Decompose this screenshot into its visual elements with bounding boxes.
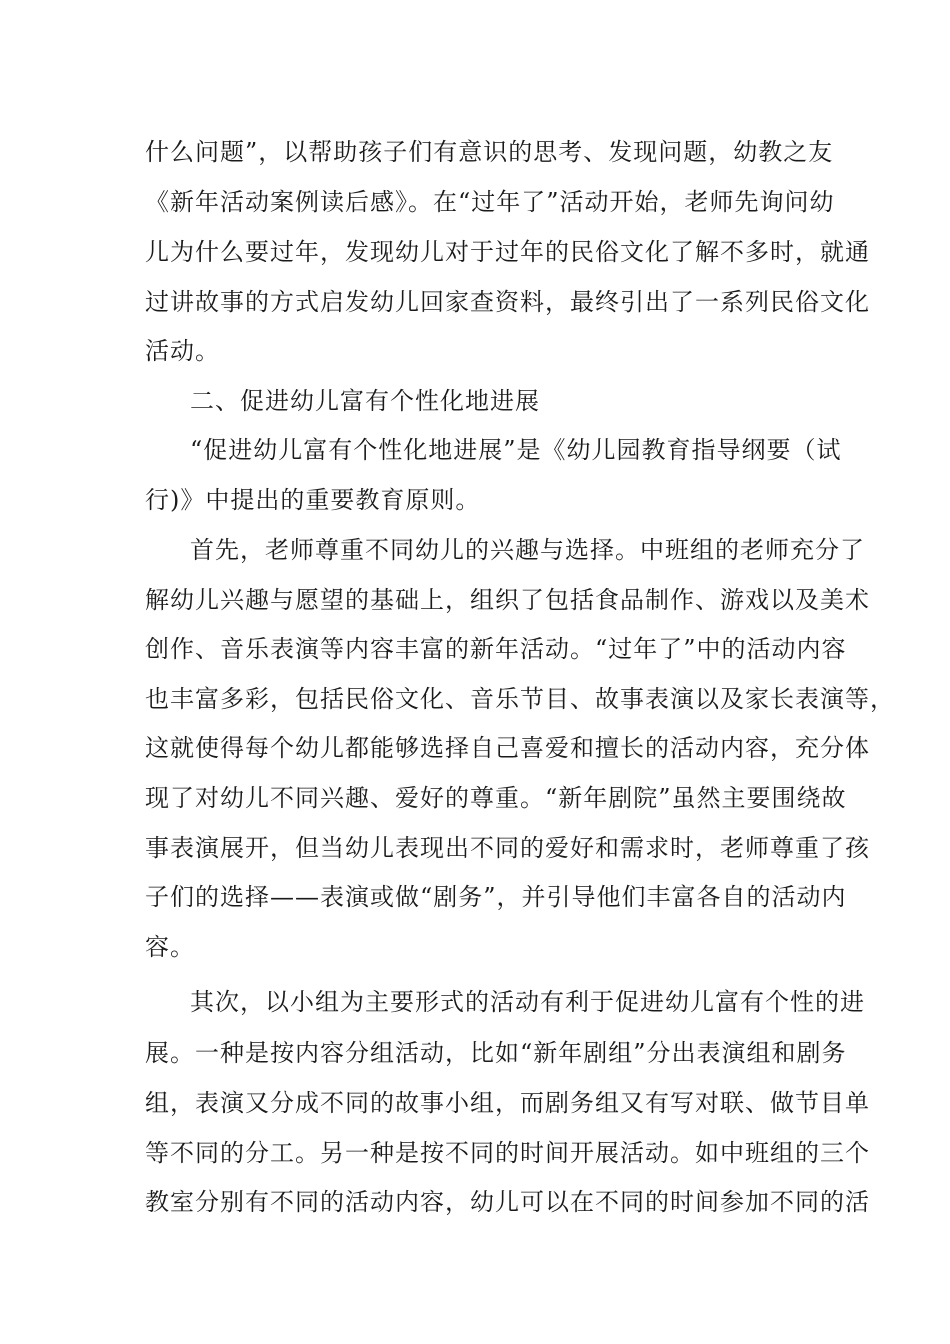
text-line: 组，表演又分成不同的故事小组，而剧务组又有写对联、做节目单 (145, 1089, 870, 1117)
text-line: 教室分别有不同的活动内容，幼儿可以在不同的时间参加不同的活 (145, 1188, 870, 1216)
text-line: 解幼儿兴趣与愿望的基础上，组织了包括食品制作、游戏以及美术 (145, 586, 870, 614)
text-line: 容。 (145, 933, 195, 961)
text-line: 其次，以小组为主要形式的活动有利于促进幼儿富有个性的进 (190, 988, 865, 1016)
text-line: 展。一种是按内容分组活动，比如“新年剧组”分出表演组和剧务 (145, 1039, 847, 1067)
section-heading: 二、促进幼儿富有个性化地进展 (190, 387, 540, 415)
text-line: 行)》中提出的重要教育原则。 (145, 486, 481, 514)
text-line: 创作、音乐表演等内容丰富的新年活动。“过年了”中的活动内容 (145, 635, 847, 663)
text-line: 现了对幼儿不同兴趣、爱好的尊重。“新年剧院”虽然主要围绕故 (145, 784, 847, 812)
text-line: 也丰富多彩，包括民俗文化、音乐节目、故事表演以及家长表演等， (145, 685, 895, 713)
text-line: 等不同的分工。另一种是按不同的时间开展活动。如中班组的三个 (145, 1139, 870, 1167)
text-line: 首先，老师尊重不同幼儿的兴趣与选择。中班组的老师充分了 (190, 536, 865, 564)
text-line: 事表演展开，但当幼儿表现出不同的爱好和需求时，老师尊重了孩 (145, 834, 870, 862)
text-line: 过讲故事的方式启发幼儿回家查资料，最终引出了一系列民俗文化 (145, 288, 870, 316)
text-line: 这就使得每个幼儿都能够选择自己喜爱和擅长的活动内容，充分体 (145, 734, 870, 762)
text-line: 《新年活动案例读后感》。在“过年了”活动开始，老师先询问幼 (145, 188, 835, 216)
text-line: “促进幼儿富有个性化地进展”是《幼儿园教育指导纲要（试 (190, 436, 842, 464)
text-line: 子们的选择——表演或做“剧务”，并引导他们丰富各自的活动内 (145, 883, 847, 911)
text-line: 活动。 (145, 337, 220, 365)
text-line: 什么问题”，以帮助孩子们有意识的思考、发现问题，幼教之友 (145, 138, 834, 166)
text-line: 儿为什么要过年，发现幼儿对于过年的民俗文化了解不多时，就通 (145, 238, 870, 266)
